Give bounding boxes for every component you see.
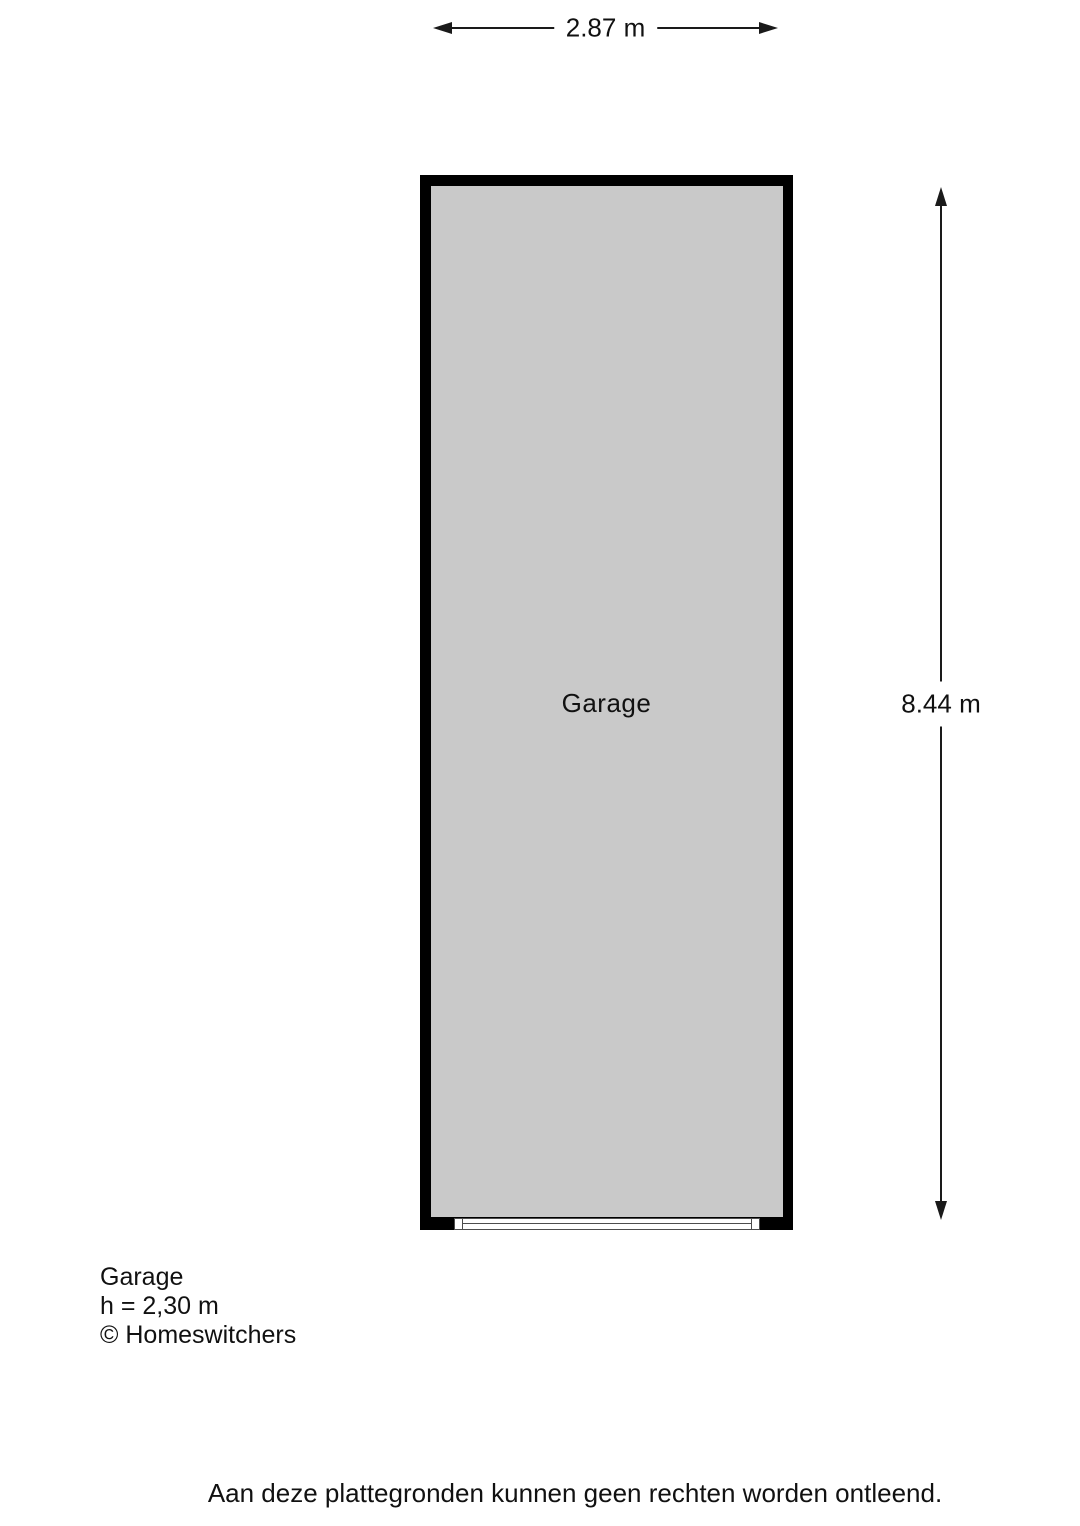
- width-dimension: [433, 12, 778, 43]
- door-right-cap: [751, 1219, 752, 1229]
- arrowhead-right-icon: [759, 22, 778, 34]
- height-dimension: [901, 187, 981, 1220]
- arrowhead-down-icon: [935, 1201, 947, 1220]
- width-dimension-label: 2.87 m: [554, 13, 658, 44]
- garage-room: [420, 175, 793, 1230]
- door-left-cap: [462, 1219, 463, 1229]
- arrowhead-left-icon: [433, 22, 452, 34]
- legend-copyright: © Homeswitchers: [100, 1321, 297, 1349]
- legend-ceiling-height: h = 2,30 m: [100, 1292, 219, 1320]
- legend: [100, 1263, 296, 1350]
- disclaimer-text: Aan deze plattegronden kunnen geen rechten worden ontleend.: [207, 1478, 943, 1508]
- arrowhead-up-icon: [935, 187, 947, 206]
- door-middle-line: [463, 1223, 751, 1224]
- height-dimension-label: 8.44 m: [898, 681, 984, 726]
- garage-door: [454, 1218, 760, 1230]
- legend-room-name: Garage: [100, 1263, 184, 1291]
- room-label: Garage: [561, 688, 652, 718]
